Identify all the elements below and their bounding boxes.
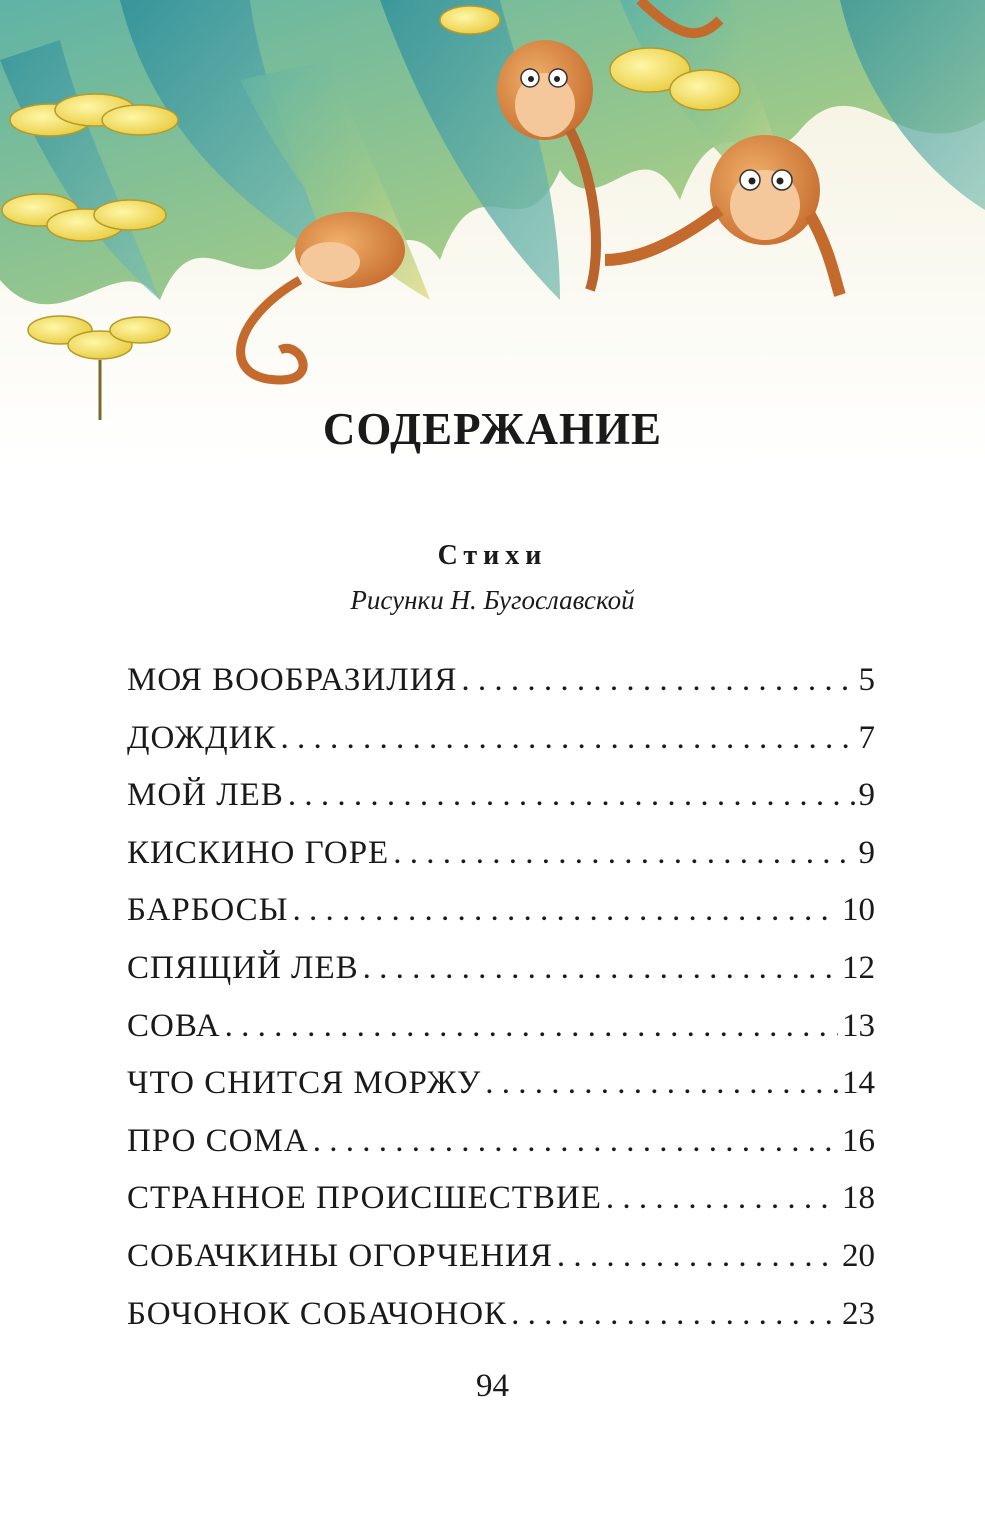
table-of-contents xyxy=(127,652,875,1343)
toc-entry[interactable] xyxy=(127,1055,875,1113)
toc-entry-title: СОБАЧКИНЫ ОГОРЧЕНИЯ xyxy=(127,1237,553,1274)
toc-entry[interactable] xyxy=(127,998,875,1056)
toc-entry-page: 9 xyxy=(858,834,875,871)
toc-entry-page: 16 xyxy=(842,1122,875,1159)
toc-entry-title: СОВА xyxy=(127,1007,221,1044)
dot-leader xyxy=(485,1055,838,1113)
toc-entry[interactable] xyxy=(127,1170,875,1228)
toc-entry-title: МОЙ ЛЕВ xyxy=(127,777,284,814)
dot-leader xyxy=(461,652,854,710)
toc-entry[interactable] xyxy=(127,652,875,710)
toc-entry-title: ЧТО СНИТСЯ МОРЖУ xyxy=(127,1065,482,1102)
dot-leader xyxy=(225,998,838,1056)
toc-entry-page: 7 xyxy=(858,719,875,756)
toc-entry-page: 9 xyxy=(858,777,875,814)
toc-entry[interactable] xyxy=(127,825,875,883)
monkeys-bananas-illustration xyxy=(0,0,985,460)
toc-entry-page: 5 xyxy=(858,662,875,698)
page-title: СОДЕРЖАНИЕ xyxy=(322,404,663,454)
dot-leader xyxy=(363,940,838,998)
dot-leader xyxy=(313,1113,838,1171)
toc-entry-page: 18 xyxy=(842,1180,875,1217)
toc-entry-page: 23 xyxy=(842,1295,875,1332)
toc-entry[interactable] xyxy=(127,882,875,940)
dot-leader xyxy=(288,767,855,825)
toc-entry-title: СТРАННОЕ ПРОИСШЕСТВИЕ xyxy=(127,1180,602,1217)
toc-entry[interactable] xyxy=(127,940,875,998)
toc-entry-page: 14 xyxy=(842,1065,875,1102)
toc-entry-title: БАРБОСЫ xyxy=(127,892,289,929)
toc-entry[interactable] xyxy=(127,767,875,825)
toc-entry-page: 13 xyxy=(842,1007,875,1044)
toc-entry-title: МОЯ ВООБРАЗИЛИЯ xyxy=(127,662,458,698)
dot-leader xyxy=(280,710,854,768)
toc-entry-title: ДОЖДИК xyxy=(127,719,277,756)
dot-leader xyxy=(292,882,838,940)
toc-entry-page: 10 xyxy=(842,892,875,929)
dot-leader xyxy=(393,825,854,883)
toc-entry-title: ПРО СОМА xyxy=(127,1122,309,1159)
toc-entry-page: 20 xyxy=(842,1237,875,1274)
dot-leader xyxy=(606,1170,838,1228)
dot-leader xyxy=(511,1286,838,1344)
toc-entry[interactable] xyxy=(127,710,875,768)
toc-entry-title: БОЧОНОК СОБАЧОНОК xyxy=(127,1295,508,1332)
toc-entry-title: КИСКИНО ГОРЕ xyxy=(127,834,390,871)
dot-leader xyxy=(557,1228,838,1286)
toc-entry-title: СПЯЩИЙ ЛЕВ xyxy=(127,949,359,986)
page-number: 94 xyxy=(476,1368,509,1404)
toc-entry[interactable] xyxy=(127,1228,875,1286)
toc-entry[interactable] xyxy=(127,1286,875,1344)
section-subtitle: Рисунки Н. Бугославской xyxy=(350,585,635,615)
toc-entry-page: 12 xyxy=(842,949,875,986)
section-title: Стихи xyxy=(437,540,548,571)
toc-entry[interactable] xyxy=(127,1113,875,1171)
